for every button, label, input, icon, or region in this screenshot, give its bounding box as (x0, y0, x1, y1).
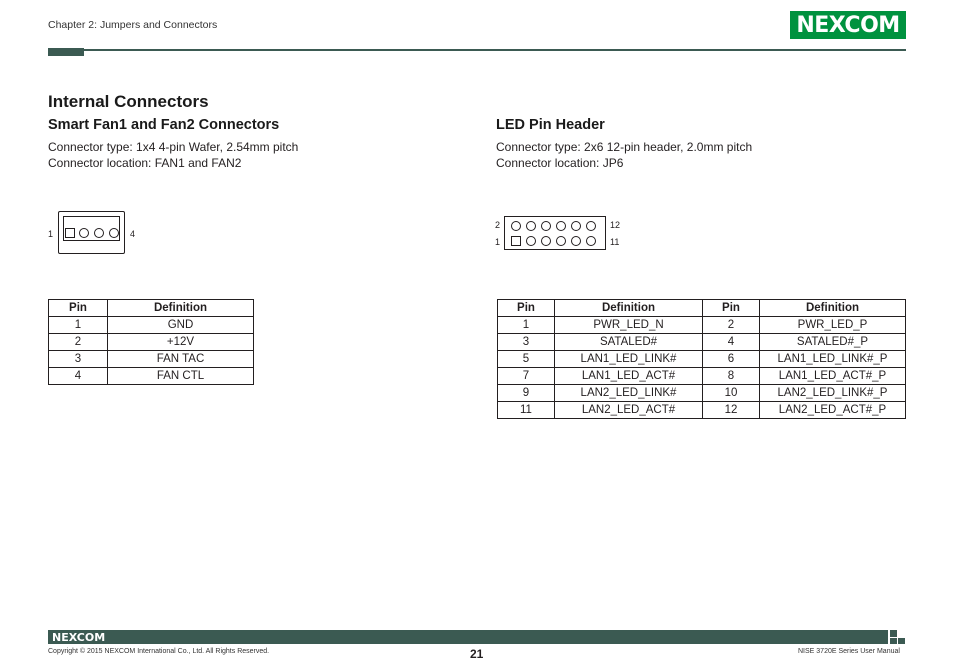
cell-pin: 6 (703, 351, 760, 368)
cell-pin: 1 (49, 317, 108, 334)
led-pin (571, 236, 581, 246)
fan-pin-4 (109, 228, 119, 238)
cell-pin: 4 (49, 368, 108, 385)
cell-definition: FAN TAC (108, 351, 254, 368)
led-pin (541, 236, 551, 246)
footer-logo: NEXCOM (52, 631, 106, 644)
footer-bar (48, 630, 888, 644)
table-row (49, 317, 254, 334)
cell-definition: LAN1_LED_ACT#_P (760, 368, 906, 385)
table-row (49, 351, 254, 368)
cell-definition: LAN2_LED_LINK#_P (760, 385, 906, 402)
led-pin (541, 221, 551, 231)
led-section-heading: LED Pin Header (496, 117, 605, 133)
col-pin: Pin (703, 300, 760, 317)
led-pin-label-12: 12 (610, 220, 621, 230)
led-pin (586, 236, 596, 246)
cell-pin: 9 (498, 385, 555, 402)
nexcom-logo (790, 11, 906, 39)
table-row (498, 317, 906, 334)
table-row (498, 351, 906, 368)
cell-pin: 4 (703, 334, 760, 351)
table-row (49, 368, 254, 385)
col-definition: Definition (555, 300, 703, 317)
footer-square-decoration (890, 630, 897, 637)
led-pin (511, 221, 521, 231)
table-header-row (498, 300, 906, 317)
cell-definition: LAN2_LED_ACT#_P (760, 402, 906, 419)
cell-pin: 8 (703, 368, 760, 385)
fan-connector-type: Connector type: 1x4 4-pin Wafer, 2.54mm pitch (48, 140, 299, 154)
fan-pin-1-square (65, 228, 75, 238)
footer-manual-name: NISE 3720E Series User Manual (798, 648, 900, 655)
fan-pin-3 (94, 228, 104, 238)
header-divider (48, 49, 906, 51)
led-pin-label-1: 1 (495, 237, 501, 247)
led-pin (586, 221, 596, 231)
cell-pin: 1 (498, 317, 555, 334)
header-accent-block (48, 48, 84, 56)
cell-definition: LAN1_LED_LINK#_P (760, 351, 906, 368)
led-connector-location: Connector location: JP6 (496, 156, 624, 170)
cell-pin: 10 (703, 385, 760, 402)
fan-pin-last-label: 4 (130, 229, 136, 239)
led-header-diagram (504, 216, 606, 250)
cell-pin: 3 (49, 351, 108, 368)
cell-definition: PWR_LED_N (555, 317, 703, 334)
cell-pin: 12 (703, 402, 760, 419)
footer-square-decoration (898, 638, 905, 644)
table-row (498, 385, 906, 402)
cell-definition: LAN1_LED_LINK# (555, 351, 703, 368)
cell-definition: LAN2_LED_ACT# (555, 402, 703, 419)
led-pin (526, 236, 536, 246)
cell-definition: +12V (108, 334, 254, 351)
cell-definition: FAN CTL (108, 368, 254, 385)
led-pin (526, 221, 536, 231)
table-row (498, 402, 906, 419)
led-pin (556, 221, 566, 231)
fan-connector-diagram (58, 211, 125, 254)
col-pin: Pin (49, 300, 108, 317)
cell-pin: 2 (703, 317, 760, 334)
led-pin (571, 221, 581, 231)
led-pin-label-2: 2 (495, 220, 501, 230)
led-pin (556, 236, 566, 246)
fan-pin-2 (79, 228, 89, 238)
led-pin-label-11: 11 (610, 237, 620, 247)
fan-connector-location: Connector location: FAN1 and FAN2 (48, 156, 242, 170)
table-row (49, 334, 254, 351)
chapter-title: Chapter 2: Jumpers and Connectors (48, 19, 218, 31)
col-pin: Pin (498, 300, 555, 317)
page-title: Internal Connectors (48, 92, 209, 111)
cell-definition: GND (108, 317, 254, 334)
cell-definition: SATALED# (555, 334, 703, 351)
logo-text: NEXCOM (796, 12, 900, 38)
col-definition: Definition (760, 300, 906, 317)
led-pin-1-square (511, 236, 521, 246)
led-connector-type: Connector type: 2x6 12-pin header, 2.0mm pitch (496, 140, 753, 154)
cell-pin: 2 (49, 334, 108, 351)
cell-pin: 11 (498, 402, 555, 419)
cell-definition: SATALED#_P (760, 334, 906, 351)
led-pin-table (497, 299, 906, 419)
footer-square-decoration (890, 638, 897, 644)
table-row (498, 368, 906, 385)
page-number: 21 (470, 647, 484, 661)
cell-pin: 3 (498, 334, 555, 351)
cell-definition: LAN1_LED_ACT# (555, 368, 703, 385)
fan-section-heading: Smart Fan1 and Fan2 Connectors (48, 117, 280, 133)
col-definition: Definition (108, 300, 254, 317)
fan-pin-table (48, 299, 254, 385)
cell-pin: 5 (498, 351, 555, 368)
cell-definition: PWR_LED_P (760, 317, 906, 334)
fan-pin-first-label: 1 (48, 229, 54, 239)
cell-pin: 7 (498, 368, 555, 385)
cell-definition: LAN2_LED_LINK# (555, 385, 703, 402)
footer-copyright: Copyright © 2015 NEXCOM International Co., Ltd. All Rights Reserved. (48, 648, 270, 655)
table-row (498, 334, 906, 351)
table-header-row (49, 300, 254, 317)
